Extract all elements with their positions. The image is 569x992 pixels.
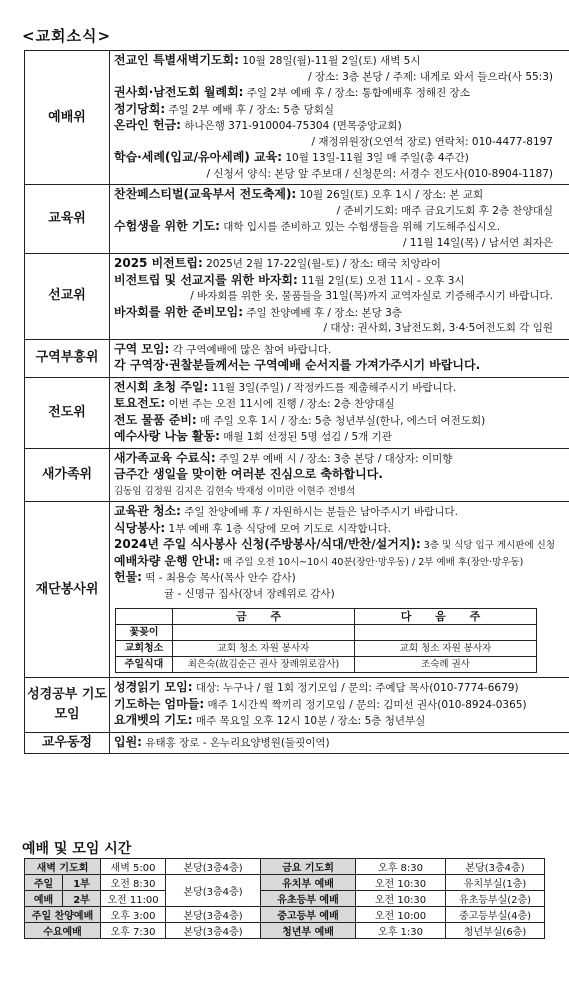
schedule-place: 본당(3층4층) (166, 859, 261, 875)
news-line (114, 713, 565, 730)
news-line-heading: 전도 물품 준비: (114, 412, 197, 427)
news-line-text: 11월 3일(주일) / 작정카드를 제출해주시기 바랍니다. (208, 381, 457, 394)
roster-row-label: 교회청소 (116, 641, 173, 657)
news-line-heading: 비전트립 및 선교지를 위한 바자회: (114, 272, 298, 287)
roster-cell: 교회 청소 자원 봉사자 (173, 641, 355, 657)
schedule-label: 주일 찬양예배 (25, 907, 101, 923)
news-line (114, 236, 565, 252)
news-line-text: 10월 26일(토) 오후 1시 / 장소: 본 교회 (296, 189, 484, 201)
category-content (110, 377, 569, 448)
news-line (114, 219, 565, 236)
news-line-text: 11월 2일(토) 오전 11시 - 오후 3시 (297, 274, 465, 287)
news-line-text: 10월 13일-11월 3일 매 주일(총 4주간) (282, 152, 469, 164)
service-roster-table (115, 608, 537, 673)
news-line (114, 451, 565, 468)
schedule-label: 주일 (25, 875, 63, 891)
schedule-time: 오후 1:30 (356, 923, 446, 939)
news-line (114, 413, 565, 430)
category-label: 성경공부 기도모임 (25, 678, 110, 733)
roster-column-header: 금 주 (173, 609, 355, 625)
news-line-heading: 금주간 생일을 맞이한 여러분 진심으로 축하합니다. (114, 467, 383, 481)
news-line-heading: 온라인 헌금: (114, 118, 181, 132)
news-line-text: 매월 1회 선정된 5명 섬김 / 5개 기관 (219, 431, 392, 443)
news-line (114, 289, 565, 305)
schedule-place: 유초등부실(2층) (446, 891, 545, 907)
news-line-text: / 11월 14일(목) / 남서연 최자은 (403, 236, 553, 249)
news-line-heading: 식당봉사: (114, 520, 166, 535)
schedule-row (25, 907, 545, 923)
news-section-title: <교회소식> (22, 27, 112, 45)
news-row (25, 502, 569, 678)
category-label: 재단봉사위 (25, 502, 110, 678)
news-line-text: 매주 1시간씩 짝끼리 정기모임 / 문의: 김미선 권사(010-8924-0365) (204, 698, 527, 711)
news-line-text: / 준비기도회: 매주 금요기도회 후 2층 찬양대실 (336, 204, 553, 217)
news-row (25, 732, 569, 754)
news-line (114, 53, 565, 70)
news-line-text: 매 주일 오후 1시 / 장소: 5층 청년부실(한나, 에스더 여전도회) (196, 414, 486, 427)
news-line-heading: 입원: (114, 734, 142, 749)
schedule-row (25, 891, 545, 907)
news-line-text: 유태홍 장로 - 온누리요양병원(둘굇이역) (141, 736, 330, 749)
roster-cell: 최은숙(故김순근 권사 장례위로감사) (173, 657, 355, 673)
category-label: 구역부흥위 (25, 339, 110, 377)
schedule-table (24, 858, 545, 939)
news-line-text: 각 구역예배에 많은 참여 바랍니다. (169, 343, 332, 356)
news-line (114, 321, 565, 337)
news-line-text: 주일 찬양예배 후 / 장소: 본당 3층 (243, 306, 402, 319)
news-row (25, 185, 569, 254)
roster-cell (355, 625, 537, 641)
news-line-heading: 구역 모임: (114, 341, 170, 356)
news-line-heading: 전교인 특별새벽기도회: (114, 53, 239, 67)
news-line (114, 305, 565, 322)
news-line-heading: 전시회 초청 주일: (114, 379, 209, 394)
roster-row-label: 꽃꽂이 (116, 625, 173, 641)
schedule-label: 수요예배 (25, 923, 101, 939)
news-line (114, 342, 565, 359)
category-content (110, 502, 569, 678)
news-line (114, 150, 565, 167)
roster-row-label: 주일식대 (116, 657, 173, 673)
category-content (110, 51, 569, 185)
news-line-heading: 정기당회: (114, 101, 166, 116)
news-line-heading: 교육관 청소: (114, 504, 181, 518)
category-label: 교우동정 (25, 732, 110, 754)
schedule-row (25, 923, 545, 939)
news-line (114, 256, 565, 273)
schedule-time: 오후 3:00 (101, 907, 166, 923)
news-line-text: 김동임 김정원 김지은 김현숙 박재성 이미란 이현주 전병석 (114, 485, 356, 497)
news-line (114, 537, 565, 554)
schedule-place: 청년부실(6층) (446, 923, 545, 939)
news-line-text: 매 주일 오전 10시~10시 40분(장안·망우동) / 2부 예배 후(장안·망우동) (219, 556, 524, 568)
news-row (25, 678, 569, 733)
news-line (114, 380, 565, 397)
news-line-heading: 2024년 주일 식사봉사 신청(주방봉사/식대/반찬/설거지): (114, 537, 421, 551)
schedule-time: 오전 10:30 (356, 891, 446, 907)
news-line-heading: 2025 비전트립: (114, 256, 203, 270)
news-line-text: 주일 2부 예배 시 / 장소: 3층 본당 / 대상자: 이미향 (215, 452, 453, 465)
category-label: 전도위 (25, 377, 110, 448)
news-line-heading: 예배차량 운행 안내: (114, 553, 220, 568)
news-line (114, 273, 565, 290)
schedule-time: 오후 7:30 (101, 923, 166, 939)
roster-cell: 조숙례 권사 (355, 657, 537, 673)
news-line-text: / 바자회를 위한 옷, 물품들을 31일(목)까지 교역자실로 기증해주시기 바랍니다. (190, 290, 553, 302)
schedule-time: 오전 10:00 (356, 907, 446, 923)
news-line-heading: 성경읽기 모임: (114, 680, 193, 694)
roster-cell (173, 625, 355, 641)
news-line (114, 467, 565, 484)
schedule-label: 예배 (25, 891, 63, 907)
news-line (114, 521, 565, 538)
roster-cell: 교회 청소 자원 봉사자 (355, 641, 537, 657)
schedule-time: 새벽 5:00 (101, 859, 166, 875)
news-line-text: 하나은행 371-910004-75304 (면목중앙교회) (180, 120, 402, 132)
news-line-heading: 학습·세례(입교/유아세례) 교육: (114, 150, 282, 164)
news-line-text: 주일 찬양예배 후 / 자원하시는 분들은 남아주시기 바랍니다. (180, 506, 458, 518)
schedule-label: 청년부 예배 (261, 923, 356, 939)
news-line-heading: 토요전도: (114, 396, 166, 410)
category-label: 교육위 (25, 185, 110, 254)
schedule-place: 본당(3층4층) (166, 875, 261, 907)
category-label: 새가족위 (25, 448, 110, 502)
news-line (114, 167, 565, 183)
category-content (110, 254, 569, 340)
news-line-text: 떡 - 최용승 목사(목사 안수 감사) (141, 572, 296, 584)
schedule-time: 오전 10:30 (356, 875, 446, 891)
news-line-text: 대상: 누구나 / 월 1회 정기모임 / 문의: 주예담 목사(010-7774-6679) (192, 682, 519, 694)
news-line (114, 85, 565, 102)
news-line (114, 504, 565, 521)
schedule-label: 유치부 예배 (261, 875, 356, 891)
news-row (25, 254, 569, 340)
news-line-heading: 권사회·남전도회 월례회: (114, 85, 244, 99)
schedule-time: 오전 11:00 (101, 891, 166, 907)
news-line (114, 429, 565, 446)
news-row (25, 377, 569, 448)
schedule-label: 유초등부 예배 (261, 891, 356, 907)
roster-header-row (116, 609, 537, 625)
news-line-text: / 대상: 권사회, 3남전도회, 3·4·5여전도회 각 임원 (323, 322, 553, 334)
news-line-text: 2025년 2월 17-22일(월-토) / 장소: 태국 치앙라이 (202, 258, 441, 270)
news-line-text: 주일 2부 예배 후 / 장소: 통합예배후 정해진 장소 (243, 87, 470, 99)
schedule-sublabel: 1부 (63, 875, 101, 891)
roster-row (116, 625, 537, 641)
news-line-text: 매주 목요일 오후 12시 10분 / 장소: 5층 청년부실 (192, 715, 426, 727)
news-line (114, 70, 565, 86)
news-line-text: 귤 - 신명규 집사(장녀 장례위로 감사) (164, 587, 335, 600)
schedule-label: 새벽 기도회 (25, 859, 101, 875)
news-line-heading: 기도하는 엄마들: (114, 696, 205, 711)
news-line-heading: 수험생을 위한 기도: (114, 219, 220, 233)
schedule-place: 본당(3층4층) (446, 859, 545, 875)
news-line-heading: 각 구역장·권찰분들께서는 구역예배 순서지를 가져가주시기 바랍니다. (114, 358, 481, 372)
news-line-text: / 신청서 양식: 본당 앞 주보대 / 신청문의: 서경수 전도사(010-8904-1187) (206, 167, 553, 180)
news-line (114, 187, 565, 204)
news-line-text: 10월 28일(월)-11월 2일(토) 새벽 5시 (238, 55, 421, 67)
news-line (114, 204, 565, 220)
news-line (114, 135, 565, 151)
news-line-heading: 찬찬페스티벌(교육부서 전도축제): (114, 187, 297, 201)
schedule-title: 예배 및 모임 시간 (22, 841, 132, 857)
category-content (110, 448, 569, 502)
news-line (114, 118, 565, 135)
news-line-text: / 장소: 3층 본당 / 주제: 내게로 와서 들으라(사 55:3) (308, 70, 553, 83)
news-line (114, 680, 565, 697)
category-content (110, 732, 569, 754)
roster-row (116, 657, 537, 673)
news-line-text: 3층 및 식당 입구 게시판에 신청 (420, 540, 555, 551)
roster-corner (116, 609, 173, 625)
schedule-row (25, 859, 545, 875)
schedule-place: 유치부실(1층) (446, 875, 545, 891)
news-line-heading: 헌물: (114, 570, 142, 584)
category-content (110, 185, 569, 254)
news-line-heading: 새가족교육 수료식: (114, 450, 216, 465)
news-line (114, 358, 565, 375)
schedule-sublabel: 2부 (63, 891, 101, 907)
roster-row (116, 641, 537, 657)
news-line-text: 주일 2부 예배 후 / 장소: 5층 당회실 (165, 103, 335, 116)
news-table (24, 50, 569, 754)
roster-column-header: 다 음 주 (355, 609, 537, 625)
news-row (25, 339, 569, 377)
schedule-row (25, 875, 545, 891)
news-line (114, 554, 565, 571)
news-line-text: 1부 예배 후 1층 식당에 모여 기도로 시작합니다. (165, 522, 392, 535)
news-line (114, 396, 565, 413)
schedule-label: 중고등부 예배 (261, 907, 356, 923)
news-line-text: / 재정위원장(오연석 장로) 연락처: 010-4477-8197 (311, 135, 553, 148)
category-content (110, 339, 569, 377)
news-line-text: 이번 주는 오전 11시에 진행 / 장소: 2층 찬양대실 (165, 398, 395, 410)
news-line (114, 587, 565, 603)
news-row (25, 448, 569, 502)
schedule-label: 금요 기도회 (261, 859, 356, 875)
schedule-place: 본당(3층4층) (166, 923, 261, 939)
news-line-heading: 요개벳의 기도: (114, 713, 193, 727)
news-line-heading: 예수사랑 나눔 활동: (114, 429, 220, 443)
schedule-place: 중고등부실(4층) (446, 907, 545, 923)
category-label: 예배위 (25, 51, 110, 185)
news-line (114, 735, 565, 752)
news-line (114, 570, 565, 587)
news-line (114, 102, 565, 119)
news-line (114, 484, 565, 500)
news-line-heading: 바자회를 위한 준비모임: (114, 304, 244, 319)
category-content (110, 678, 569, 733)
schedule-time: 오전 8:30 (101, 875, 166, 891)
category-label: 선교위 (25, 254, 110, 340)
schedule-time: 오후 8:30 (356, 859, 446, 875)
news-line-text: 대학 입시를 준비하고 있는 수험생들을 위해 기도해주십시오. (219, 221, 501, 233)
news-line (114, 697, 565, 714)
schedule-place: 본당(3층4층) (166, 907, 261, 923)
news-row (25, 51, 569, 185)
